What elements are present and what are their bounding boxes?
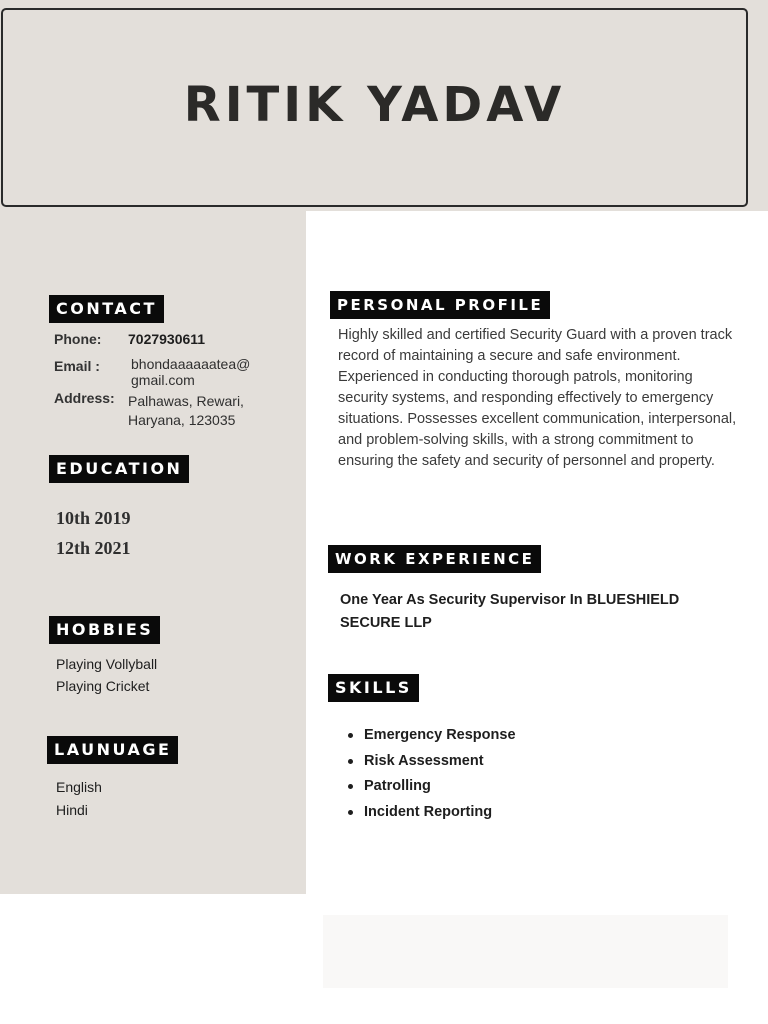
skills-heading: SKILLS — [328, 674, 419, 702]
profile-text: Highly skilled and certified Security Guard with a proven track record of maintaining a secure and safe environment. Experienced in conducting thorough patrols, monitoring security systems, and responding effectively to emergency situations. Possesses excellent communication, interpersonal, and problem-solving skills, with a strong commitment to ensuring the safety and security of personnel and property. — [338, 327, 737, 469]
name-header-box — [1, 8, 748, 207]
bullet-icon — [348, 733, 353, 738]
address-label: Address: — [54, 390, 115, 406]
address-line2: Haryana, 123035 — [128, 412, 236, 428]
hobby-item: Playing Cricket — [56, 678, 150, 694]
phone-value: 7027930611 — [128, 331, 206, 347]
skills-list — [346, 723, 516, 825]
email-label: Email : — [54, 358, 100, 374]
footer-placeholder-block — [323, 915, 728, 988]
skill-item — [346, 774, 516, 800]
education-item: 12th 2021 — [56, 538, 131, 558]
work-heading: WORK EXPERIENCE — [328, 545, 541, 573]
hobby-item: Playing Vollyball — [56, 656, 158, 672]
education-item: 10th 2019 — [56, 508, 131, 528]
skill-item — [346, 800, 516, 826]
language-heading: LAUNUAGE — [47, 736, 178, 764]
skill-label: Incident Reporting — [364, 803, 493, 820]
skill-label: Patrolling — [364, 778, 431, 794]
hobbies-heading: HOBBIES — [49, 616, 160, 644]
skill-label: Emergency Response — [364, 727, 516, 743]
skill-item — [346, 749, 516, 775]
bullet-icon — [348, 810, 353, 815]
education-heading: EDUCATION — [49, 455, 189, 483]
work-text: One Year As Security Supervisor In BLUESHIELD SECURE LLP — [340, 592, 680, 631]
email-value-line1: bhondaaaaaatea@ — [131, 356, 251, 372]
skill-label: Risk Assessment — [364, 752, 484, 769]
email-value-line2: gmail.com — [131, 372, 195, 388]
bullet-icon — [348, 759, 353, 764]
profile-heading: PERSONAL PROFILE — [330, 291, 550, 319]
phone-label: Phone: — [54, 331, 102, 347]
language-item: Hindi — [56, 802, 88, 818]
contact-heading: CONTACT — [49, 295, 164, 323]
address-line1: Palhawas, Rewari, — [128, 393, 244, 409]
skill-item — [346, 723, 516, 749]
bullet-icon — [348, 784, 353, 789]
resume-name: RITIK YADAV — [183, 76, 566, 133]
language-item: English — [56, 779, 102, 795]
